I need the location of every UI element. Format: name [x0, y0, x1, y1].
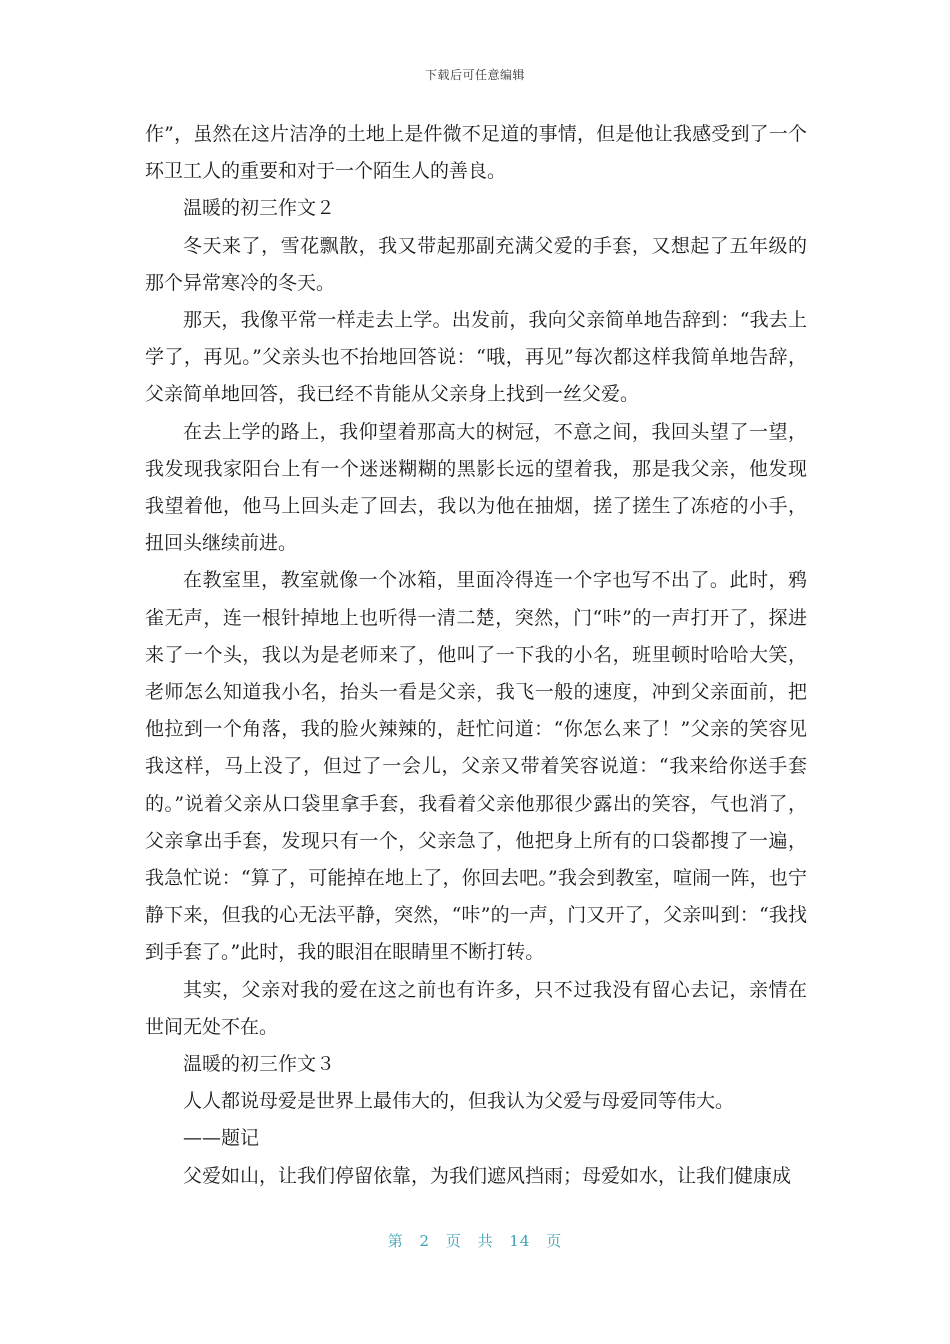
paragraph: 在去上学的路上，我仰望着那高大的树冠，不意之间，我回头望了一望，我发现我家阳台上有一个迷迷糊糊的黑影长远的望着我，那是我父亲，他发现我望着他，他马上回头走了回去，我以为他在抽烟，搓了搓生了冻疮的小手，扭回头继续前进。 — [145, 420, 807, 555]
paragraph: 其实，父亲对我的爱在这之前也有许多，只不过我没有留心去记，亲情在世间无处不在。 — [145, 978, 807, 1038]
paragraph: 冬天来了，雪花飘散，我又带起那副充满父爱的手套，又想起了五年级的那个异常寒冷的冬天。 — [145, 234, 807, 294]
paragraph: 那天，我像平常一样走去上学。出发前，我向父亲简单地告辞到：“我去上学了，再见。”父亲头也不抬地回答说：“哦，再见”每次都这样我简单地告辞，父亲简单地回答，我已经不肯能从父亲身上找到一丝父爱。 — [145, 309, 807, 406]
paragraph-continued: 作”，虽然在这片洁净的土地上是件微不足道的事情，但是他让我感受到了一个环卫工人的重要和对于一个陌生人的善良。 — [145, 123, 807, 183]
page-footer: 第 2 页 共 14 页 — [387, 1232, 563, 1250]
section-heading-3: 温暖的初三作文３ — [183, 1053, 336, 1076]
epigraph-attribution: ——题记 — [183, 1127, 260, 1150]
section-heading-2: 温暖的初三作文２ — [183, 197, 336, 220]
document-body — [145, 116, 807, 1195]
paragraph: 人人都说母爱是世界上最伟大的，但我认为父爱与母爱同等伟大。 — [183, 1090, 735, 1113]
page-header: 下载后可任意编辑 — [424, 68, 525, 82]
paragraph: 父爱如山，让我们停留依靠，为我们遮风挡雨；母爱如水，让我们健康成 — [183, 1164, 792, 1187]
paragraph: 在教室里，教室就像一个冰箱，里面冷得连一个字也写不出了。此时，鸦雀无声，连一根针掉地上也听得一清二楚，突然，门“咔”的一声打开了，探进来了一个头，我以为是老师来了，他叫了一下我的小名，班里顿时哈哈大笑，老师怎么知道我小名，抬头一看是父亲，我飞一般的速度，冲到父亲面前，把他拉到一个角落，我的脸火辣辣的，赶忙问道：“你怎么来了！”父亲的笑容见我这样，马上没了，但过了一会儿，父亲又带着笑容说道：“我来给你送手套的。”说着父亲从口袋里拿手套，我看着父亲他那很少露出的笑容，气也消了，父亲拿出手套，发现只有一个，父亲急了，他把身上所有的口袋都搜了一遍，我急忙说：“算了，可能掉在地上了，你回去吧。”我会到教室，喧闹一阵，也宁静下来，但我的心无法平静，突然，“咔”的一声，门又开了，父亲叫到：“我找到手套了。”此时，我的眼泪在眼睛里不断打转。 — [145, 569, 807, 964]
